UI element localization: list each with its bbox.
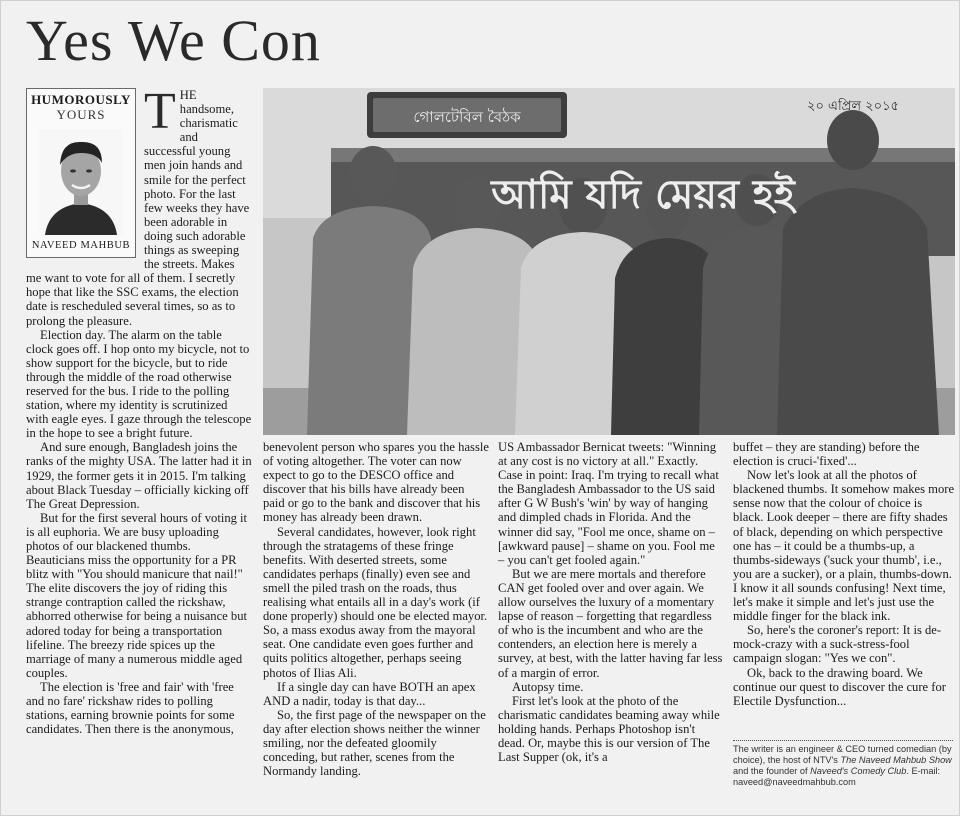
paragraph: So, the first page of the newspaper on the day after election shows neither the winner smiling, nor the defeated gloomily conceding, but rather, scenes from the Normandy landing.	[263, 707, 486, 779]
paragraph: First let's look at the photo of the charismatic candidates beaming away while holding hands. Perhaps Photoshop isn't dead. Or, maybe this is our version of The Last Supper (ok, it's a	[498, 693, 720, 765]
photo-banner-main: আমি যদি মেয়র হই	[491, 172, 795, 218]
paragraph: But for the first several hours of voting it is all euphoria. We are busy uploading photos of our blackened thumbs. Beauticians miss the opportunity for a PR blitz with "You should manicure that nail!" The elite discovers the joy of riding this strange contraption called the rickshaw, abhorred otherwise for being a nuisance but adored today for being a transportation lifeline. The breezy ride spices up the marriage of many a numerous middle aged couples.	[26, 510, 248, 680]
author-footnote	[733, 740, 953, 788]
candidates-photo	[263, 88, 955, 435]
paragraph: If a single day can have BOTH an apex AND a nadir, today is that day...	[263, 679, 476, 708]
footnote-text: The writer is an engineer & CEO turned comedian (by choice), the host of NTV's	[733, 744, 952, 765]
paragraph: And sure enough, Bangladesh joins the ranks of the mighty USA. The latter had it in 1929, the former gets it in 2015. I'm talking about Black Tuesday – officially kicking off The Great Depression.	[26, 440, 252, 511]
paragraph: benevolent person who spares you the hassle of voting altogether. The voter can now expect to go to the DESCO office and discover that his bills have already been paid or go to the bank and discover that his money has already been drawn.	[263, 440, 489, 525]
column-two	[263, 440, 489, 778]
column-subtitle: YOURS	[56, 107, 106, 122]
paragraph: Autopsy time.	[512, 679, 584, 694]
column-three	[498, 440, 724, 764]
paragraph: buffet – they are standing) before the election is cruci-'fixed'...	[733, 440, 920, 469]
column-four	[733, 440, 955, 708]
paragraph: Election day. The alarm on the table clock goes off. I hop onto my bicycle, not to show support for the bicycle, but to ride through the middle of the road otherwise reserved for the bus. I ride to the polling station, where my identity is scrutinized with eagle eyes. I gaze through the telescope in the hope to see a bright future.	[26, 327, 252, 441]
paragraph: Several candidates, however, look right through the stratagems of these fringe benefits. With deserted streets, some candidates perhaps (finally) even see and smell the piled trash on the roads, thus realising what entails all in a day's work (if done properly) should one be elected mayor. So, a mass exodus away from the mayoral seat. One candidate even goes further and quits politics altogether, perhaps seeing photos of Ilias Ali.	[263, 524, 488, 680]
headline: Yes We Con	[26, 8, 321, 73]
dropcap-letter: T	[144, 83, 176, 140]
photo-banner-left: গোলটেবিল বৈঠক	[413, 108, 521, 126]
photo-banner-date: ২০ এপ্রিল ২০১৫	[807, 99, 899, 114]
paragraph: HE handsome, charismatic and successful young men join hands and smile for the perfect photo. For the last few weeks they have been adorable in doing such adorable things as sweeping the streets. Makes me want to vote for all of them. I secretly hope that like the SSC exams, the election date is rescheduled several times, so as to prolong the pleasure.	[26, 88, 250, 328]
column-logo-box	[26, 88, 136, 258]
paragraph: US Ambassador Bernicat tweets: "Winning at any cost is no victory at all." Exactly. Case in point: Iraq. I'm trying to recall what the Bangladesh Ambassador to the US said after G W Bush's 'win' by way of hanging and dimpled chads in Florida. And the winner did say, "Fool me once, shame on – [awkward pause] – shame on you. Fool me – you can't get fooled again."	[498, 440, 719, 567]
photo-scene	[263, 88, 955, 435]
paragraph: But we are mere mortals and therefore CAN get fooled over and over again. We allow ourselves the luxury of a momentary lapse of reason – forgetting that regardless of who is the incumbent and who are the contenders, an election here is merely a survey, at best, with the latter having far less of a margin of error.	[498, 566, 723, 680]
paragraph: Ok, back to the drawing board. We continue our quest to discover the cure for Electile Dysfunction...	[733, 665, 946, 708]
footnote-email: . E-mail: naveed@naveedmahbub.com	[733, 766, 941, 787]
column-byline: NAVEED MAHBUB	[31, 239, 131, 251]
paragraph: So, here's the coroner's report: It is de-mock-crazy with a suck-stress-fool campaign slogan: "Yes we con".	[733, 623, 942, 666]
footnote-show: The Naveed Mahbub Show	[840, 755, 952, 765]
paragraph: The election is 'free and fair' with 'free and no fare' rickshaw rides to polling stations, earning brownie points for some candidates. Then there is the anonymous,	[26, 679, 235, 737]
column-title: HUMOROUSLY	[31, 92, 131, 107]
footnote-text: and the founder of	[733, 766, 811, 776]
footnote-club: Naveed's Comedy Club	[810, 766, 907, 776]
column-one	[26, 83, 252, 737]
paragraph: Now let's look at all the photos of blackened thumbs. It somehow makes more sense now that the colour of choice is black. Look deeper – there are fifty shades of black, depending on which perspective one has – it could be a thumbs-up, a thumbs-sideways ('suck your thumb', i.e., you are a sucker), or a plain, thumbs-down. I know it all sounds confusing! Next time, let's make it simple and let's just use the middle finger for the black ink.	[733, 468, 955, 624]
author-portrait	[39, 129, 123, 235]
